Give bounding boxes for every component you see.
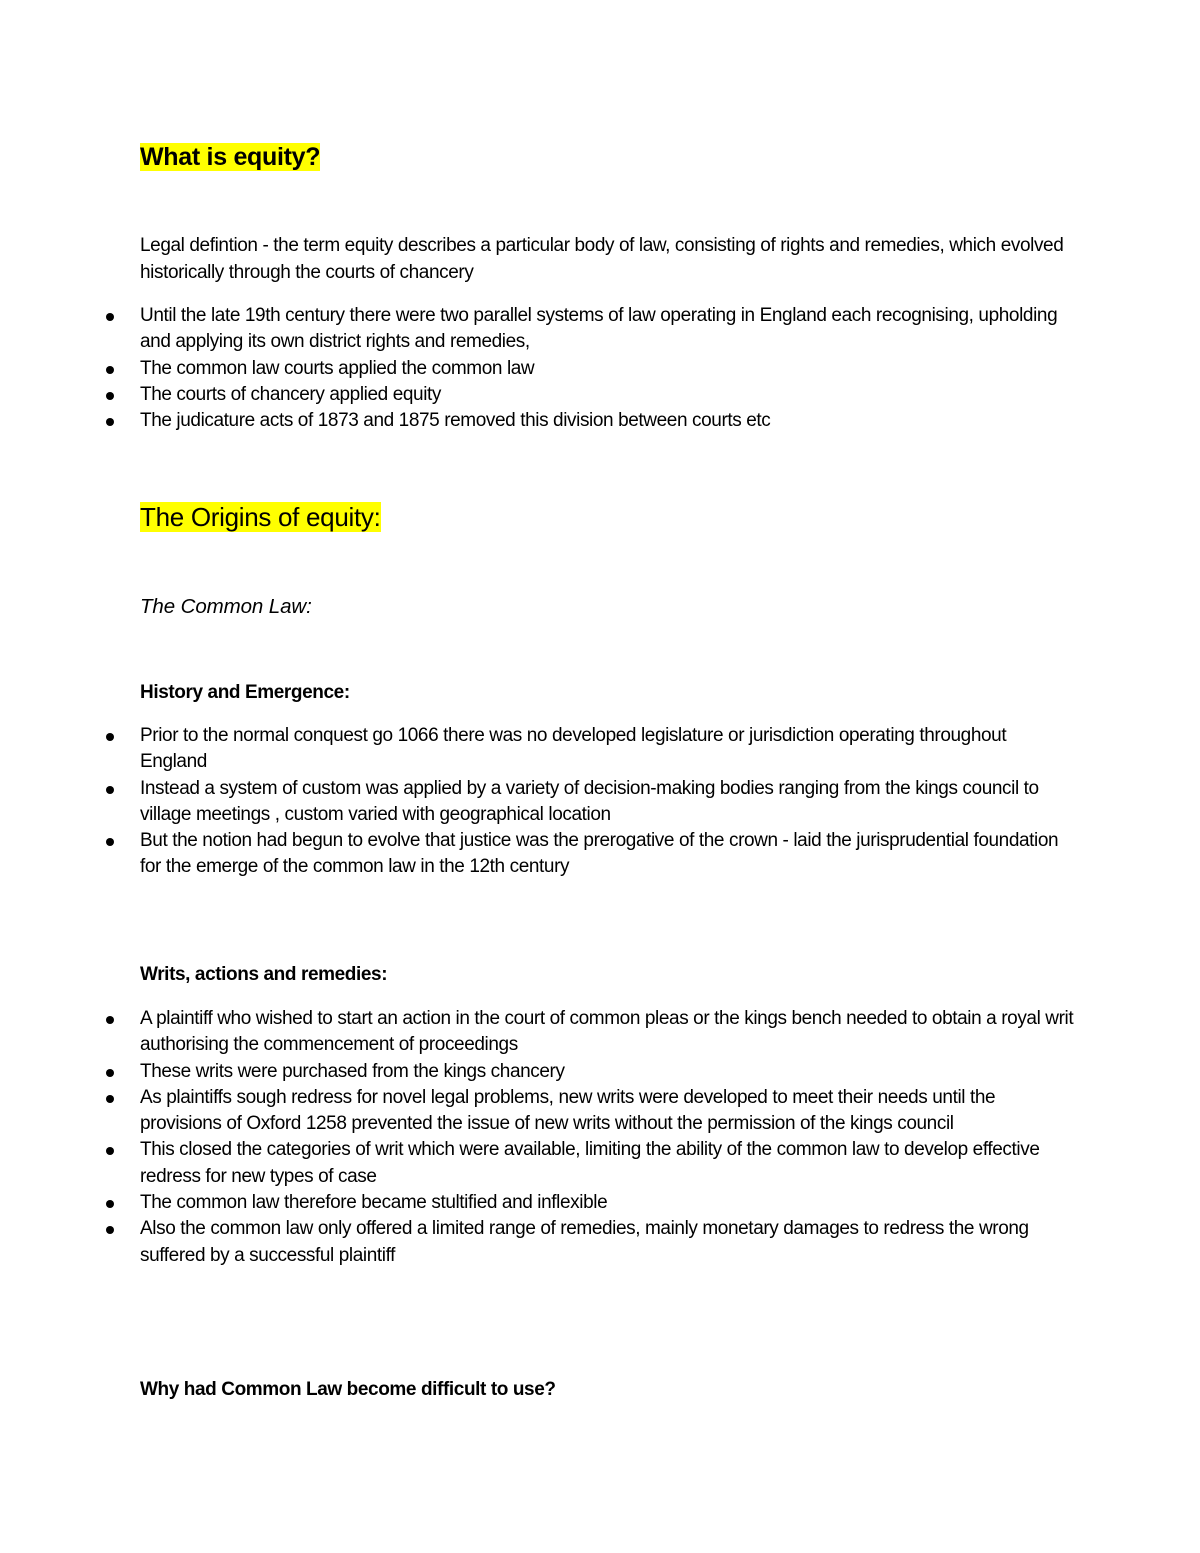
heading-what-is-equity — [140, 143, 1080, 172]
heading-origins-of-equity-text: The Origins of equity: — [140, 502, 381, 532]
bullet-icon — [106, 418, 114, 426]
heading-why-common-law-difficult: Why had Common Law become difficult to use? — [140, 1379, 556, 1400]
bullet-icon — [106, 1016, 114, 1024]
list-item: The common law therefore became stultified and inflexible — [140, 1190, 1075, 1216]
list-item: The common law courts applied the common law — [140, 356, 1075, 382]
bullet-icon — [106, 1069, 114, 1077]
heading-history-emergence: History and Emergence: — [140, 682, 350, 703]
list-item: This closed the categories of writ which were available, limiting the ability of the common law to develop effective redress for new types of case — [140, 1137, 1075, 1190]
list-item: Prior to the normal conquest go 1066 there was no developed legislature or jurisdiction operating throughout England — [140, 723, 1075, 776]
writs-bullet-list — [140, 1006, 1075, 1269]
list-item: But the notion had begun to evolve that justice was the prerogative of the crown - laid the jurisprudential foundation for the emerge of the common law in the 12th century — [140, 828, 1075, 881]
bullet-icon — [106, 366, 114, 374]
bullet-icon — [106, 1226, 114, 1234]
bullet-icon — [106, 733, 114, 741]
list-item: Until the late 19th century there were two parallel systems of law operating in England each recognising, upholding and applying its own district rights and remedies, — [140, 303, 1075, 356]
bullet-icon — [106, 1095, 114, 1103]
bullet-icon — [106, 1200, 114, 1208]
equity-bullet-list — [140, 303, 1075, 434]
bullet-icon — [106, 838, 114, 846]
heading-origins-of-equity — [140, 502, 1080, 533]
list-item: Instead a system of custom was applied by a variety of decision-making bodies ranging from the kings council to village meetings , custom varied with geographical location — [140, 776, 1075, 829]
list-item: A plaintiff who wished to start an action in the court of common pleas or the kings bench needed to obtain a royal writ authorising the commencement of proceedings — [140, 1006, 1075, 1059]
bullet-icon — [106, 392, 114, 400]
list-item: The courts of chancery applied equity — [140, 382, 1075, 408]
history-bullet-list — [140, 723, 1075, 881]
legal-definition-paragraph: Legal defintion - the term equity describes a particular body of law, consisting of rights and remedies, which evolved historically through the courts of chancery — [140, 235, 1064, 283]
bullet-icon — [106, 1147, 114, 1155]
heading-writs-actions-remedies: Writs, actions and remedies: — [140, 964, 388, 985]
list-item: These writs were purchased from the kings chancery — [140, 1059, 1075, 1085]
bullet-icon — [106, 313, 114, 321]
list-item: The judicature acts of 1873 and 1875 removed this division between courts etc — [140, 408, 1075, 434]
list-item: Also the common law only offered a limited range of remedies, mainly monetary damages to redress the wrong suffered by a successful plaintiff — [140, 1216, 1075, 1269]
list-item: As plaintiffs sough redress for novel legal problems, new writs were developed to meet their needs until the provisions of Oxford 1258 prevented the issue of new writs without the permission of the kings council — [140, 1085, 1075, 1138]
subheading-common-law: The Common Law: — [140, 595, 312, 618]
heading-what-is-equity-text: What is equity? — [140, 143, 321, 171]
bullet-icon — [106, 786, 114, 794]
